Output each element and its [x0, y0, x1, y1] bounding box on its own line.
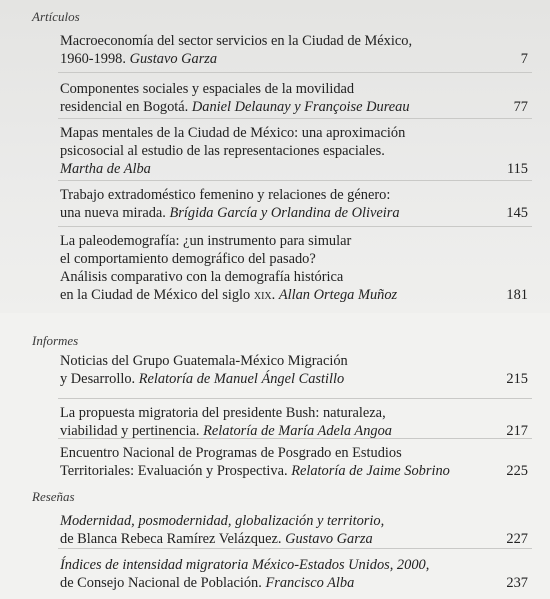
entry-title — [60, 404, 480, 440]
last-line — [60, 50, 480, 68]
author-name: Relatoría de Manuel Ángel Castillo — [138, 371, 345, 387]
entry-title — [60, 232, 480, 304]
entry-title — [60, 352, 480, 388]
entry-title — [60, 444, 480, 480]
author-name: Martha de Alba — [60, 161, 151, 177]
title-line: Trabajo extradoméstico femenino y relaciones de género: — [60, 187, 391, 203]
author-name: Francisco Alba — [265, 575, 355, 591]
divider-rule — [58, 548, 532, 549]
title-line-italic: Modernidad, posmodernidad, globalización y territorio, — [60, 513, 385, 529]
last-line — [60, 98, 480, 116]
title-line-end: una nueva mirada. — [60, 205, 166, 221]
last-line — [60, 462, 480, 480]
entry-title — [60, 32, 480, 68]
title-line: Macroeconomía del sector servicios en la Ciudad de México, — [60, 33, 413, 49]
entry-title — [60, 80, 480, 116]
author-name: Relatoría de Jaime Sobrino — [291, 463, 450, 479]
divider-rule — [58, 72, 532, 73]
last-line — [60, 422, 480, 440]
divider-rule — [58, 226, 532, 227]
title-line-end: Territoriales: Evaluación y Prospectiva. — [60, 463, 288, 479]
title-line: Encuentro Nacional de Programas de Posgrado en Estudios — [60, 445, 402, 461]
title-line-end: en la Ciudad de México del siglo — [60, 287, 251, 303]
title-line: La propuesta migratoria del presidente Bush: naturaleza, — [60, 405, 386, 421]
page-number: 181 — [506, 287, 528, 303]
title-line-end: de Blanca Rebeca Ramírez Velázquez. — [60, 531, 282, 547]
title-line: Noticias del Grupo Guatemala-México Migración — [60, 353, 348, 369]
author-name: Gustavo Garza — [129, 51, 218, 67]
section-heading: Informes — [32, 333, 79, 348]
entry-title — [60, 186, 480, 222]
page-number: 225 — [506, 463, 528, 479]
title-line-end: residencial en Bogotá. — [60, 99, 189, 115]
author-name: Allan Ortega Muñoz — [278, 287, 398, 303]
divider-rule — [58, 180, 532, 181]
section-heading: Artículos — [32, 9, 80, 24]
title-line-end: de Consejo Nacional de Población. — [60, 575, 262, 591]
entry-title — [60, 556, 480, 592]
title-line: La paleodemografía: ¿un instrumento para simular — [60, 233, 352, 249]
title-line: Componentes sociales y espaciales de la movilidad — [60, 81, 355, 97]
title-line: el comportamiento demográfico del pasado? — [60, 251, 316, 267]
page-number: 145 — [506, 205, 528, 221]
author-name: Gustavo Garza — [285, 531, 373, 547]
page-number: 77 — [513, 99, 528, 115]
page-number: 7 — [520, 51, 528, 67]
title-line: Análisis comparativo con la demografía histórica — [60, 269, 344, 285]
title-line-end: y Desarrollo. — [60, 371, 136, 387]
last-line — [60, 286, 480, 304]
page-number: 217 — [506, 423, 528, 439]
page-number: 237 — [506, 575, 528, 591]
title-line-end: 1960-1998. — [60, 51, 126, 67]
divider-rule — [58, 118, 532, 119]
page-number: 227 — [506, 531, 528, 547]
page-number: 115 — [506, 161, 528, 177]
title-line: psicosocial al estudio de las representaciones espaciales. — [60, 143, 385, 159]
page-number: 215 — [506, 371, 528, 387]
last-line — [60, 574, 480, 592]
entry-title — [60, 124, 480, 178]
title-line: Mapas mentales de la Ciudad de México: una aproximación — [60, 125, 406, 141]
title-line-italic: Índices de intensidad migratoria México-Estados Unidos, 2000, — [60, 557, 430, 573]
author-name: Brígida García y Orlandina de Oliveira — [169, 205, 400, 221]
section-heading: Reseñas — [32, 489, 75, 504]
last-line — [60, 370, 480, 388]
last-line — [60, 204, 480, 222]
century-smallcaps: xix. — [253, 287, 276, 303]
entry-title — [60, 512, 480, 548]
title-line-end: viabilidad y pertinencia. — [60, 423, 200, 439]
author-name: Daniel Delaunay y Françoise Dureau — [191, 99, 410, 115]
last-line — [60, 530, 480, 548]
last-line — [60, 160, 480, 178]
author-name: Relatoría de María Adela Angoa — [203, 423, 393, 439]
divider-rule — [58, 398, 532, 399]
